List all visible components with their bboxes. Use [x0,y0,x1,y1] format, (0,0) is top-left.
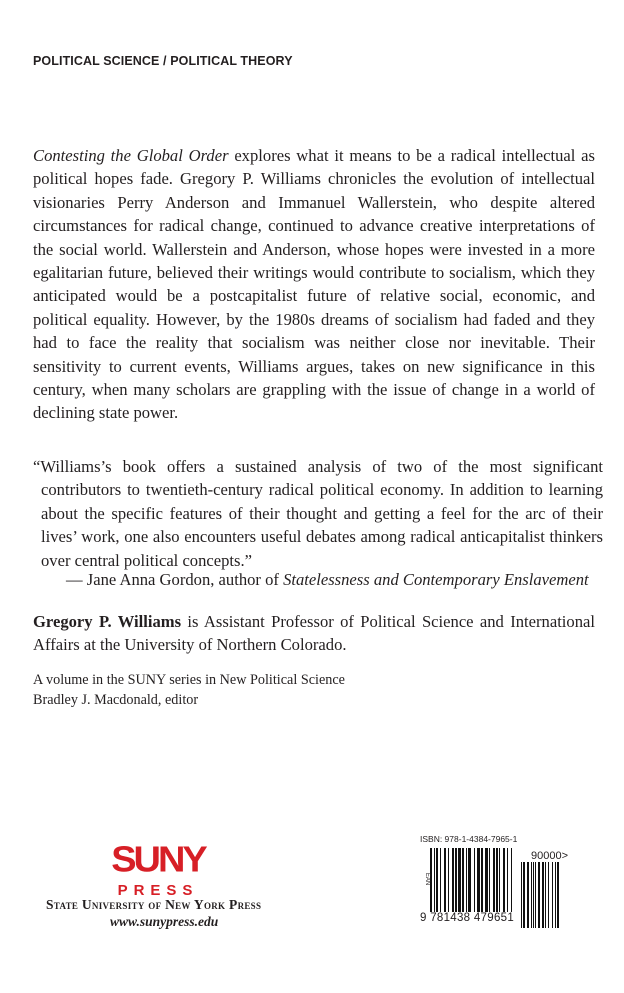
logo-suny: SUNY [111,840,205,880]
attribution-author: — Jane Anna Gordon, author of [66,570,284,589]
quote-attribution [66,570,589,590]
bio-text: is Assistant Professor of Political Science and International Affairs at the University of Northern Colorado. [33,612,595,655]
author-bio [33,610,595,657]
barcode-block [418,836,568,932]
ean-label: EAN [424,872,431,886]
series-info [33,670,345,710]
category-label: POLITICAL SCIENCE / POLITICAL THEORY [33,54,293,68]
suny-press-logo [108,842,208,900]
isbn-label: ISBN: 978-1-4384-7965-1 [420,834,518,844]
attribution-book-title: Statelessness and Contemporary Enslavement [283,570,589,589]
publisher-url: www.sunypress.edu [110,914,219,929]
barcode-addon: 90000> [531,850,569,862]
publisher-name: State University of New York Press [46,897,262,912]
description [33,144,595,425]
series-editor: Bradley J. Macdonald, editor [33,692,199,708]
book-title: Contesting the Global Order [33,146,229,165]
series-line: A volume in the SUNY series in New Political Science [33,672,345,688]
author-name: Gregory P. Williams [33,612,182,631]
logo-press: PRESS [117,882,199,899]
description-text: explores what it means to be a radical intellectual as political hopes fade. Gregory P. Williams chronicles the evolution of intellectual visionaries Perry Anderson and Immanuel Wallerstein, who despite altered circumstances for radical change, continued to advance creative interpretations of the social world. Wallerstein and Anderson, whose hopes were invested in a more egalitarian future, believed their writings would contribute to socialism, which they anticipated would be a postcapitalist future of relative social, economic, and political equality. However, by the 1980s dreams of socialism had faded and they had to face the reality that socialism was neither close nor inevitable. Their sensitivity to current events, Williams argues, takes on new significance in this century, when many scholars are grappling with the issue of change in a world of declining state power. [33,146,595,423]
barcode-number: 9 781438 479651 [420,912,515,924]
endorsement-quote: “Williams’s book offers a sustained analysis of two of the most significant contributors to twentieth-century radical political economy. In addition to learning about the specific features of their thought and getting a feel for the arc of their lives’ work, one also encounters useful debates among radical anticapitalist thinkers over central political concepts.” [33,457,603,570]
